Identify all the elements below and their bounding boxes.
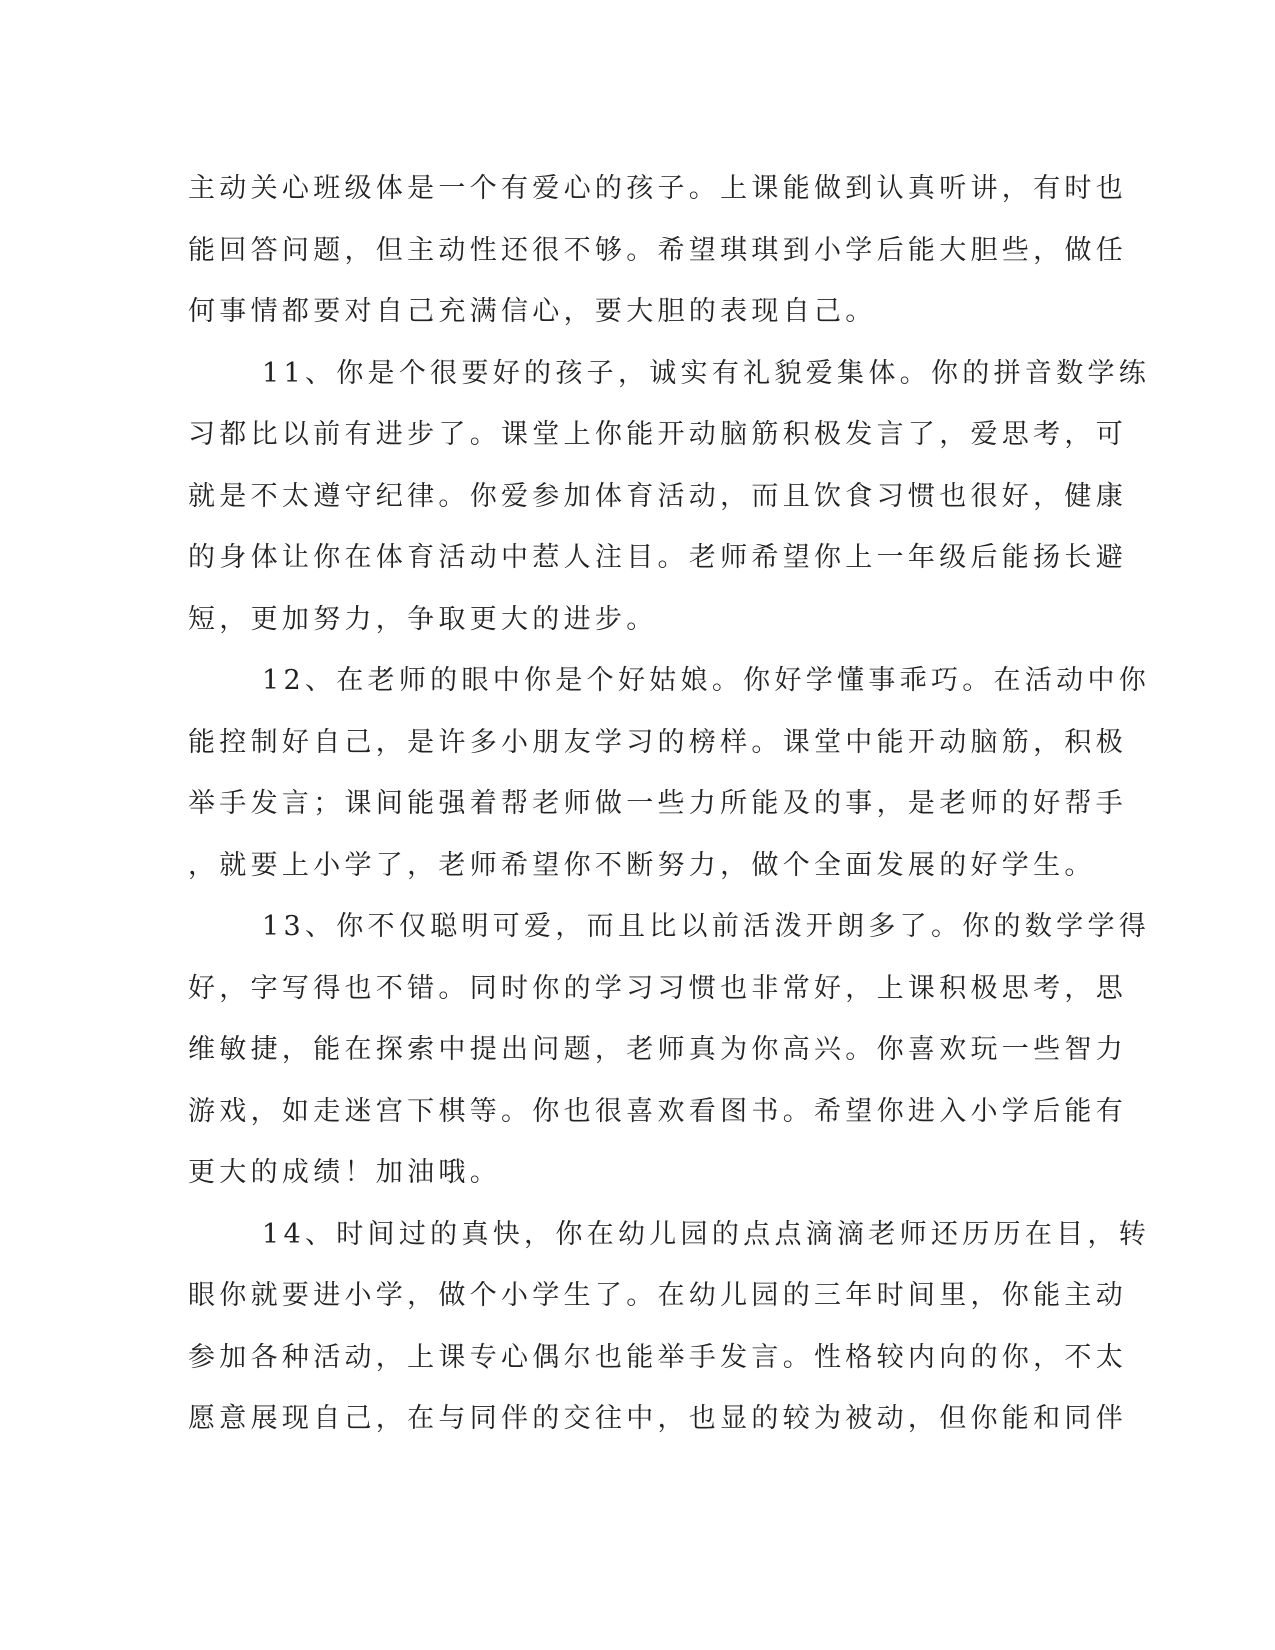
text-line: 主动关心班级体是一个有爱心的孩子。上课能做到认真听讲，有时也 [188,173,1127,204]
text-line: 游戏，如走迷宫下棋等。你也很喜欢看图书。希望你进入小学后能有 [188,1095,1127,1127]
text-line: 举手发言；课间能强着帮老师做一些力所能及的事，是老师的好帮手 [188,788,1127,819]
paragraph-14-start: 14、时间过的真快，你在幼儿园的点点滴滴老师还历历在目，转 [262,1218,1151,1250]
text-line: 眼你就要进小学，做个小学生了。在幼儿园的三年时间里，你能主动 [188,1280,1127,1311]
paragraph-12-start: 12、在老师的眼中你是个好姑娘。你好学懂事乖巧。在活动中你 [262,665,1151,696]
text-line: ，就要上小学了，老师希望你不断努力，做个全面发展的好学生。 [188,849,1096,881]
text-line: 参加各种活动，上课专心偶尔也能举手发言。性格较内向的你，不太 [188,1341,1127,1373]
text-line: 能控制好自己，是许多小朋友学习的榜样。课堂中能开动脑筋，积极 [188,726,1127,758]
text-line: 好，字写得也不错。同时你的学习习惯也非常好，上课积极思考，思 [188,972,1127,1004]
text-line: 何事情都要对自己充满信心，要大胆的表现自己。 [188,296,877,327]
text-line: 维敏捷，能在探索中提出问题，老师真为你高兴。你喜欢玩一些智力 [188,1034,1127,1065]
text-line: 就是不太遵守纪律。你爱参加体育活动，而且饮食习惯也很好，健康 [188,480,1127,512]
text-line: 习都比以前有进步了。课堂上你能开动脑筋积极发言了，爱思考，可 [188,419,1127,450]
paragraph-13-start: 13、你不仅聪明可爱，而且比以前活泼开朗多了。你的数学学得 [262,911,1151,942]
text-line: 短，更加努力，争取更大的进步。 [188,603,658,635]
text-line: 的身体让你在体育活动中惹人注目。老师希望你上一年级后能扬长避 [188,542,1127,573]
text-line: 能回答问题，但主动性还很不够。希望琪琪到小学后能大胆些，做任 [188,234,1127,266]
text-line: 愿意展现自己，在与同伴的交往中，也显的较为被动，但你能和同伴 [188,1403,1127,1434]
document-body [188,158,1151,1450]
text-line: 更大的成绩！加油哦。 [188,1157,501,1188]
paragraph-11-start: 11、你是个很要好的孩子，诚实有礼貌爱集体。你的拼音数学练 [262,357,1151,389]
